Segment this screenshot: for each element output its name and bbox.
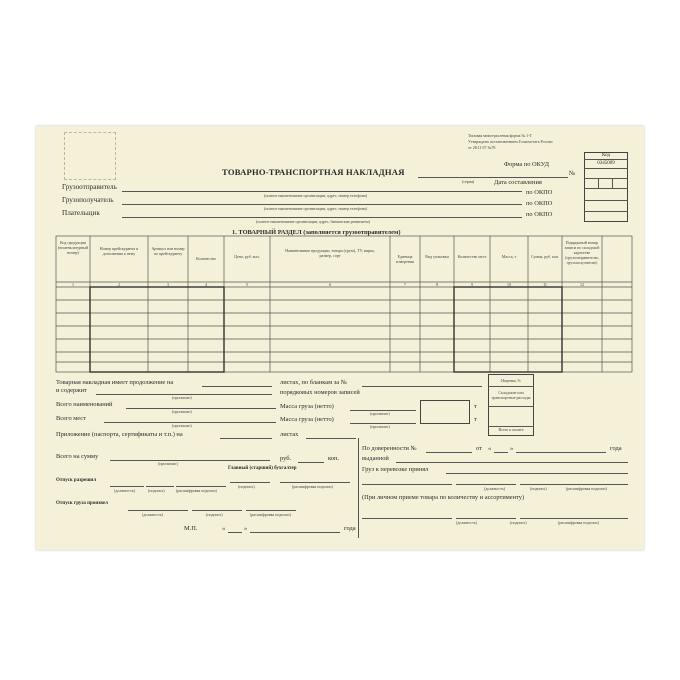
allowed-position-hint: (должность) [114, 488, 135, 493]
in-words-hint-2: (прописью) [172, 409, 192, 414]
year-label-2: года [610, 445, 622, 452]
weight-box[interactable] [420, 400, 470, 424]
chief-accountant-label: Главный (старший) бухгалтер [228, 466, 297, 471]
rub-label: руб. [280, 455, 292, 462]
done-position-hint: (должность) [142, 512, 163, 517]
col-num-8: 8 [436, 282, 438, 287]
approval-line-1: Типовая межотраслевая форма № 1-Т [468, 133, 532, 138]
total-sum-label: Всего на сумму [56, 453, 99, 460]
record-numbers-label: порядковых номеров записей [280, 389, 360, 396]
ton-label-2: т [474, 416, 477, 423]
cargo-net-label: Масса груза (нетто) [280, 403, 334, 410]
margin-label: Наценка, % [501, 378, 521, 383]
receipt-position-hint: (должность) [456, 520, 477, 525]
in-words-hint-5: (прописью) [370, 424, 390, 429]
col-num-1: 1 [72, 282, 74, 287]
in-words-hint-1: (прописью) [172, 395, 192, 400]
contains-label: и содержит [56, 387, 87, 394]
accepted-decode-hint: (расшифровка подписи) [566, 486, 607, 491]
continuation-label: Товарная накладная имеет продолжение на [56, 379, 174, 386]
attachments-label: Приложение (паспорта, сертификаты и т.п.) на [56, 431, 183, 438]
receipt-decode-hint: (расшифровка подписи) [558, 520, 599, 525]
quote-open-2: « [488, 445, 492, 452]
chief-decode-hint: (расшифровка подписи) [292, 484, 333, 489]
col-num-2: 2 [118, 282, 120, 287]
col-header-10: Масса, т [501, 254, 517, 259]
total-names-label: Всего наименований [56, 401, 113, 408]
col-header-5: Цена, руб. коп. [234, 254, 260, 259]
in-words-hint-6: (прописью) [158, 461, 178, 466]
accepted-position-hint: (должность) [484, 486, 505, 491]
col-header-2: Номер прейскуранта и дополнения к нему [99, 246, 139, 256]
issued-label: выданной [362, 455, 389, 462]
approval-line-3: от 28.11.97 №78 [468, 145, 496, 150]
document-title: ТОВАРНО-ТРАНСПОРТНАЯ НАКЛАДНАЯ [222, 167, 405, 177]
sheets-label: листах [280, 431, 299, 438]
total-to-pay-label: Всего к оплате [498, 427, 524, 432]
allowed-signature-hint: (подпись) [148, 488, 165, 493]
okpo-label-2: по ОКПО [526, 200, 553, 207]
done-decode-hint: (расшифровка подписи) [250, 512, 291, 517]
col-num-9: 9 [471, 282, 473, 287]
kop-label: коп. [328, 455, 339, 462]
in-words-hint-4: (прописью) [370, 411, 390, 416]
col-header-9: Количество мест [457, 254, 487, 259]
col-num-6: 6 [329, 282, 331, 287]
col-header-6: Наименование продукции, товара (груза), ТУ, марка, размер, сорт [285, 248, 375, 258]
col-num-3: 3 [167, 282, 169, 287]
total-places-label: Всего мест [56, 415, 86, 422]
col-header-1: Код продукции (номенклатурный номер) [57, 240, 89, 255]
chief-signature-hint: (подпись) [238, 484, 255, 489]
consignee-hint: (полное наименование организации, адрес, номер телефона) [264, 206, 368, 211]
section-title: 1. ТОВАРНЫЙ РАЗДЕЛ (заполняется грузоотправителем) [232, 229, 401, 236]
col-header-12: Порядковый номер записи по складской картотеке (грузоотправителю, грузополучателю) [564, 240, 600, 265]
release-allowed-label: Отпуск разрешил [56, 478, 97, 483]
accepted-signature-hint: (подпись) [530, 486, 547, 491]
col-num-4: 4 [205, 282, 207, 287]
done-signature-hint: (подпись) [206, 512, 223, 517]
col-header-3: Артикул или номер по прейскуранту [151, 246, 185, 256]
in-words-hint-3: (прописью) [172, 423, 192, 428]
from-label: от [476, 445, 482, 452]
proxy-label: По доверенности № [362, 445, 417, 452]
waybill-sheet [36, 126, 644, 550]
col-num-10: 10 [507, 282, 511, 287]
col-num-12: 12 [580, 282, 584, 287]
okpo-label-3: по ОКПО [526, 211, 553, 218]
col-header-8: Вид упаковки [425, 254, 449, 259]
stamp-label: М.П. [184, 525, 198, 532]
sheets-blanks-label: листах, по бланкам за № [280, 379, 347, 386]
okud-label: Форма по ОКУД [504, 161, 549, 168]
consignee-label: Грузополучатель [62, 196, 114, 204]
payer-hint: (полное наименование организации, адрес, банковские реквизиты) [256, 219, 370, 224]
col-header-4: Количество [196, 256, 216, 261]
okpo-label-1: по ОКПО [526, 189, 553, 196]
date-label: Дата составления [494, 179, 542, 186]
quote-close-2: » [510, 445, 514, 452]
col-header-7: Единица измерения [396, 254, 414, 264]
shipper-hint: (полное наименование организации, адрес, номер телефона) [264, 193, 368, 198]
personal-receipt-label: (При личном приеме товара по количеству и ассортименту) [362, 494, 525, 501]
cargo-accepted-label: Груз к перевозке принял [362, 466, 429, 473]
col-num-11: 11 [543, 282, 547, 287]
cargo-gross-label: Масса груза (нетто) [280, 416, 334, 423]
release-done-label: Отпуск груза произвел [56, 501, 108, 506]
code-label: Код [602, 153, 610, 158]
quote-open-1: « [222, 525, 226, 532]
okud-code: 0345009 [597, 161, 615, 166]
payer-label: Плательщик [62, 209, 100, 217]
warehouse-label: Складские или транспортные расходы [491, 390, 531, 400]
receipt-signature-hint: (подпись) [510, 520, 527, 525]
shipper-label: Грузоотправитель [62, 183, 117, 191]
col-header-11: Сумма, руб. коп. [530, 254, 560, 259]
series-hint: (серия) [462, 179, 475, 184]
year-label-1: года [344, 525, 356, 532]
number-label: № [569, 170, 576, 177]
col-num-5: 5 [246, 282, 248, 287]
quote-close-1: » [244, 525, 248, 532]
approval-line-2: Утверждена постановлением Госкомстата России [468, 139, 553, 144]
col-num-7: 7 [404, 282, 406, 287]
ton-label-1: т [474, 403, 477, 410]
allowed-decode-hint: (расшифровка подписи) [176, 488, 217, 493]
